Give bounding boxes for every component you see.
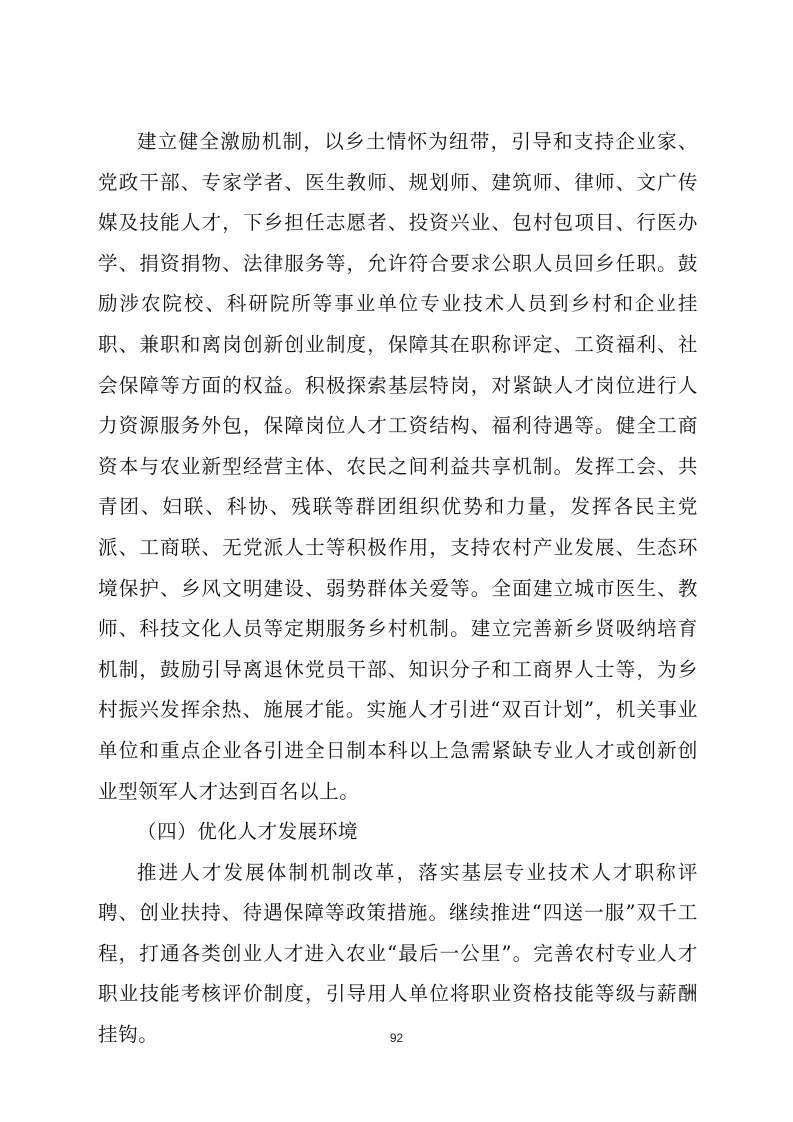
page-number: 92 <box>389 1031 404 1045</box>
body-paragraph-incentive-mechanism: 建立健全激励机制，以乡土情怀为纽带，引导和支持企业家、党政干部、专家学者、医生教师、规划师、建筑师、律师、文广传媒及技能人才，下乡担任志愿者、投资兴业、包村包项目、行医办学、捐资捐物、法律服务等，允许符合要求公职人员回乡任职。鼓励涉农院校、科研院所等事业单位专业技术人员到乡村和企业挂职、兼职和离岗创新创业制度，保障其在职称评定、工资福利、社会保障等方面的权益。积极探索基层特岗，对紧缺人才岗位进行人力资源服务外包，保障岗位人才工资结构、福利待遇等。健全工商资本与农业新型经营主体、农民之间利益共享机制。发挥工会、共青团、妇联、科协、残联等群团组织优势和力量，发挥各民主党派、工商联、无党派人士等积极作用，支持农村产业发展、生态环境保护、乡风文明建设、弱势群体关爱等。全面建立城市医生、教师、科技文化人员等定期服务乡村机制。建立完善新乡贤吸纳培育机制，鼓励引导离退休党员干部、知识分子和工商界人士等，为乡村振兴发挥余热、施展才能。实施人才引进“双百计划”，机关事业单位和重点企业各引进全日制本科以上急需紧缺专业人才或创新创业型领军人才达到百名以上。 <box>98 130 698 803</box>
document-body <box>98 122 698 1056</box>
body-paragraph-talent-reform: 推进人才发展体制机制改革，落实基层专业技术人才职称评聘、创业扶持、待遇保障等政策措施。继续推进“四送一服”双千工程，打通各类创业人才进入农业“最后一公里”。完善农村专业人才职业技能考核评价制度，引导用人单位将职业资格技能等级与薪酬挂钩。 <box>98 860 698 1047</box>
section-heading-talent-environment: （四）优化人才发展环境 <box>137 820 359 844</box>
